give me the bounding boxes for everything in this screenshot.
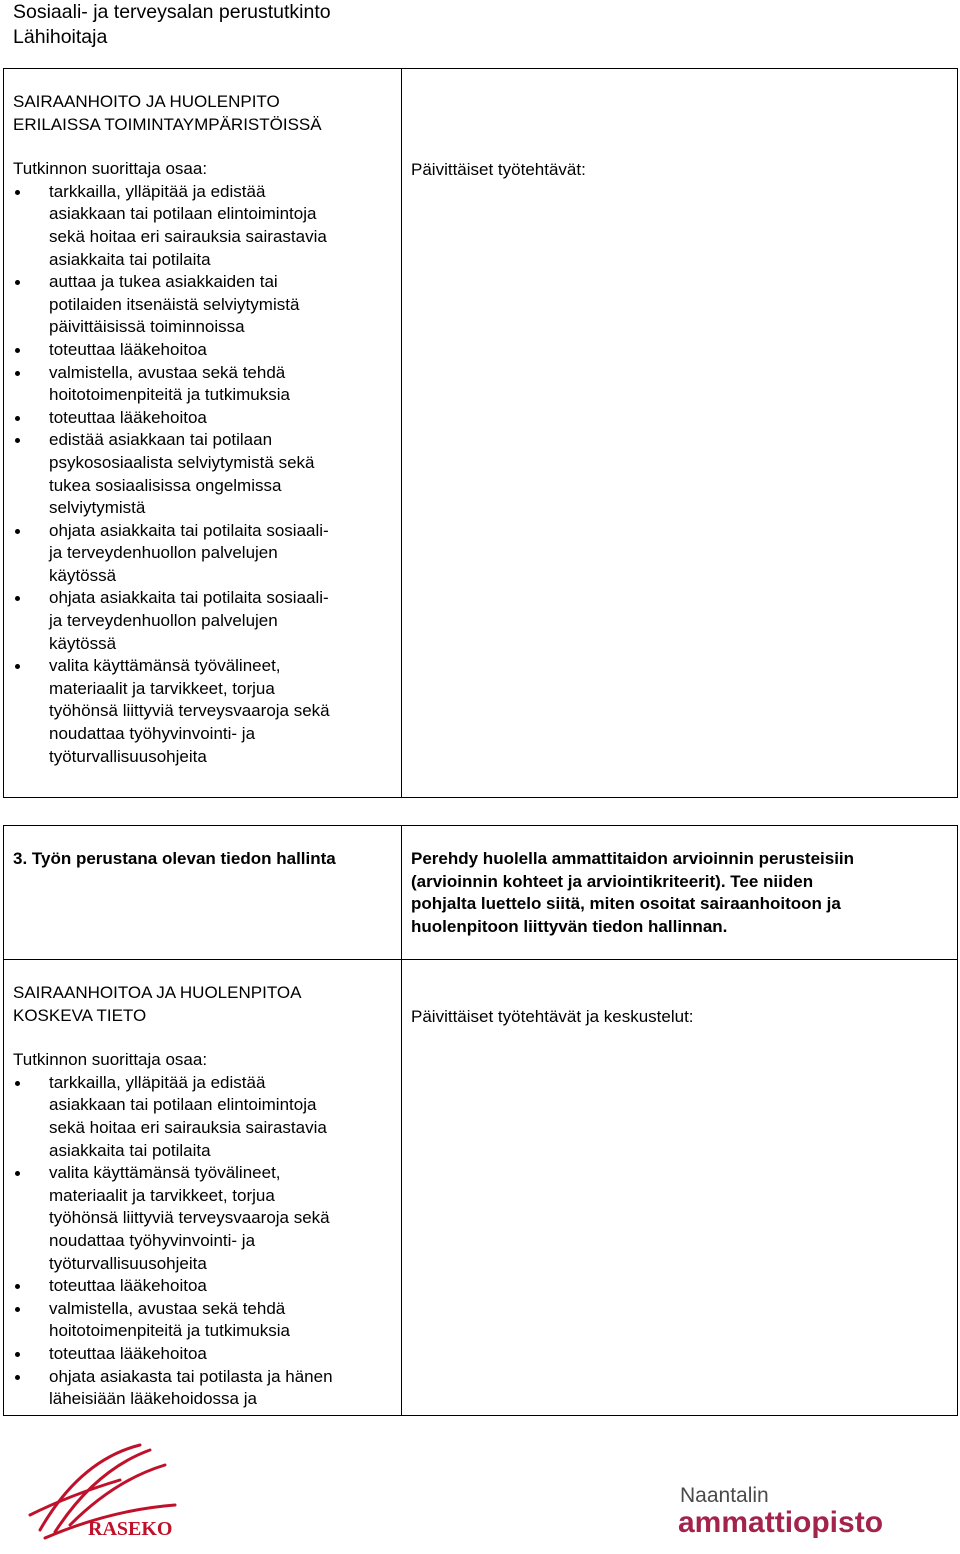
- footer-logos: [0, 1420, 960, 1547]
- intro-text: Tutkinnon suorittaja osaa:: [13, 159, 208, 179]
- daily-tasks-discussions-label: Päivittäiset työtehtävät ja keskustelut:: [411, 1007, 694, 1026]
- criteria-line: toteuttaa lääkehoitoa: [49, 1276, 207, 1296]
- criteria-line: päivittäisissä toiminnoissa: [49, 317, 245, 337]
- criteria-line: tarkkailla, ylläpitää ja edistää: [49, 181, 266, 201]
- bullet-icon: [15, 1284, 20, 1289]
- instruction-line: pohjalta luettelo siitä, miten osoitat sairaanhoitoon ja: [411, 894, 841, 914]
- criteria-list: [13, 1072, 393, 1411]
- intro-text: Tutkinnon suorittaja osaa:: [13, 1050, 208, 1070]
- criteria-line: ja terveydenhuollon palvelujen: [49, 611, 278, 631]
- criteria-item: [13, 1162, 393, 1275]
- criteria-item: [13, 181, 393, 271]
- bullet-icon: [15, 1375, 20, 1380]
- bullet-icon: [15, 664, 20, 669]
- criteria-line: hoitotoimenpiteitä ja tutkimuksia: [49, 1321, 290, 1341]
- criteria-line: selviytymistä: [49, 498, 146, 518]
- criteria-line: sekä hoitaa eri sairauksia sairastavia: [49, 226, 327, 246]
- bullet-icon: [15, 1171, 20, 1176]
- criteria-line: ohjata asiakkaita tai potilaita sosiaali-: [49, 520, 329, 540]
- criteria-line: työhönsä liittyviä terveysvaaroja sekä: [49, 1208, 330, 1228]
- criteria-line: auttaa ja tukea asiakkaiden tai: [49, 272, 278, 292]
- criteria-item: [13, 429, 393, 519]
- bullet-icon: [15, 371, 20, 376]
- criteria-list: [13, 181, 393, 768]
- criteria-line: asiakkaita tai potilaita: [49, 1140, 211, 1160]
- bullet-icon: [15, 596, 20, 601]
- logo-graphics: [0, 1420, 960, 1547]
- naantali-logo: [678, 1484, 883, 1539]
- bullet-icon: [15, 1352, 20, 1357]
- bullet-icon: [15, 416, 20, 421]
- criteria-item: [13, 1298, 393, 1343]
- criteria-line: toteuttaa lääkehoitoa: [49, 407, 207, 427]
- criteria-cell-2: [4, 960, 402, 1416]
- criteria-line: valmistella, avustaa sekä tehdä: [49, 1298, 286, 1318]
- criteria-item: [13, 271, 393, 339]
- instruction-line: huolenpitoon liittyvän tiedon hallinnan.: [411, 916, 728, 936]
- criteria-line: noudattaa työhyvinvointi- ja: [49, 724, 256, 744]
- criteria-line: edistää asiakkaan tai potilaan: [49, 430, 273, 450]
- criteria-item: [13, 1343, 393, 1366]
- document-header: [13, 0, 331, 50]
- section-title: SAIRAANHOITOA JA HUOLENPITOA: [13, 983, 302, 1002]
- criteria-line: valita käyttämänsä työvälineet,: [49, 656, 281, 676]
- bullet-icon: [15, 529, 20, 534]
- criteria-line: työturvallisuusohjeita: [49, 1253, 207, 1273]
- criteria-item: [13, 1275, 393, 1298]
- criteria-item: [13, 339, 393, 362]
- qualification-title: Lähihoitaja: [13, 26, 108, 48]
- bullet-icon: [15, 1307, 20, 1312]
- criteria-line: psykososiaalista selviytymistä sekä: [49, 452, 315, 472]
- criteria-line: asiakkaita tai potilaita: [49, 249, 211, 269]
- naantali-wordmark-line2: ammattiopisto: [678, 1506, 884, 1539]
- section-title: ERILAISSA TOIMINTAYMPÄRISTÖISSÄ: [13, 114, 322, 134]
- bullet-icon: [15, 438, 20, 443]
- criteria-line: sekä hoitaa eri sairauksia sairastavia: [49, 1117, 327, 1137]
- criteria-line: käytössä: [49, 565, 117, 585]
- bullet-icon: [15, 190, 20, 195]
- criteria-item: [13, 1072, 393, 1162]
- answer-cell-2[interactable]: [402, 960, 958, 1416]
- bullet-icon: [15, 280, 20, 285]
- raseko-wordmark: RASEKO: [88, 1518, 173, 1540]
- naantali-wordmark-line1: Naantalin: [680, 1484, 769, 1507]
- criteria-line: läheisiään lääkehoidossa ja: [49, 1389, 257, 1409]
- bullet-icon: [15, 1081, 20, 1086]
- criteria-line: asiakkaan tai potilaan elintoimintoja: [49, 1095, 317, 1115]
- criteria-line: tukea sosiaalisissa ongelmissa: [49, 475, 282, 495]
- criteria-line: hoitotoimenpiteitä ja tutkimuksia: [49, 385, 290, 405]
- criteria-line: materiaalit ja tarvikkeet, torjua: [49, 678, 275, 698]
- criteria-line: valita käyttämänsä työvälineet,: [49, 1163, 281, 1183]
- degree-title: Sosiaali- ja terveysalan perustutkinto: [13, 1, 331, 23]
- instruction-line: Perehdy huolella ammattitaidon arvioinnin perusteisiin: [411, 849, 855, 868]
- criteria-line: työhönsä liittyviä terveysvaaroja sekä: [49, 701, 330, 721]
- criteria-line: ohjata asiakkaita tai potilaita sosiaali-: [49, 588, 329, 608]
- criteria-item: [13, 655, 393, 768]
- raseko-logo: [30, 1445, 175, 1540]
- instruction-cell: [402, 826, 958, 960]
- instruction-line: (arvioinnin kohteet ja arviointikriteerit). Tee niiden: [411, 871, 814, 891]
- answer-cell-1[interactable]: [402, 69, 958, 798]
- criteria-line: asiakkaan tai potilaan elintoimintoja: [49, 204, 317, 224]
- criteria-line: toteuttaa lääkehoitoa: [49, 1343, 207, 1363]
- section-table-2: [3, 825, 958, 1416]
- knowledge-heading: 3. Työn perustana olevan tiedon hallinta: [13, 849, 336, 868]
- criteria-line: käytössä: [49, 633, 117, 653]
- criteria-item: [13, 1366, 393, 1411]
- section-title: SAIRAANHOITO JA HUOLENPITO: [13, 92, 280, 111]
- criteria-line: tarkkailla, ylläpitää ja edistää: [49, 1072, 266, 1092]
- section-table-1: [3, 68, 958, 798]
- criteria-line: työturvallisuusohjeita: [49, 746, 207, 766]
- criteria-line: ohjata asiakasta tai potilasta ja hänen: [49, 1366, 333, 1386]
- criteria-line: toteuttaa lääkehoitoa: [49, 339, 207, 359]
- criteria-line: valmistella, avustaa sekä tehdä: [49, 362, 286, 382]
- bullet-icon: [15, 348, 20, 353]
- criteria-cell-1: [4, 69, 402, 798]
- criteria-line: potilaiden itsenäistä selviytymistä: [49, 294, 300, 314]
- knowledge-heading-cell: [4, 826, 402, 960]
- section-title: KOSKEVA TIETO: [13, 1005, 147, 1025]
- criteria-item: [13, 362, 393, 407]
- criteria-item: [13, 407, 393, 430]
- daily-tasks-label: Päivittäiset työtehtävät:: [411, 160, 586, 179]
- criteria-line: materiaalit ja tarvikkeet, torjua: [49, 1185, 275, 1205]
- criteria-item: [13, 520, 393, 588]
- criteria-item: [13, 587, 393, 655]
- criteria-line: noudattaa työhyvinvointi- ja: [49, 1230, 256, 1250]
- criteria-line: ja terveydenhuollon palvelujen: [49, 543, 278, 563]
